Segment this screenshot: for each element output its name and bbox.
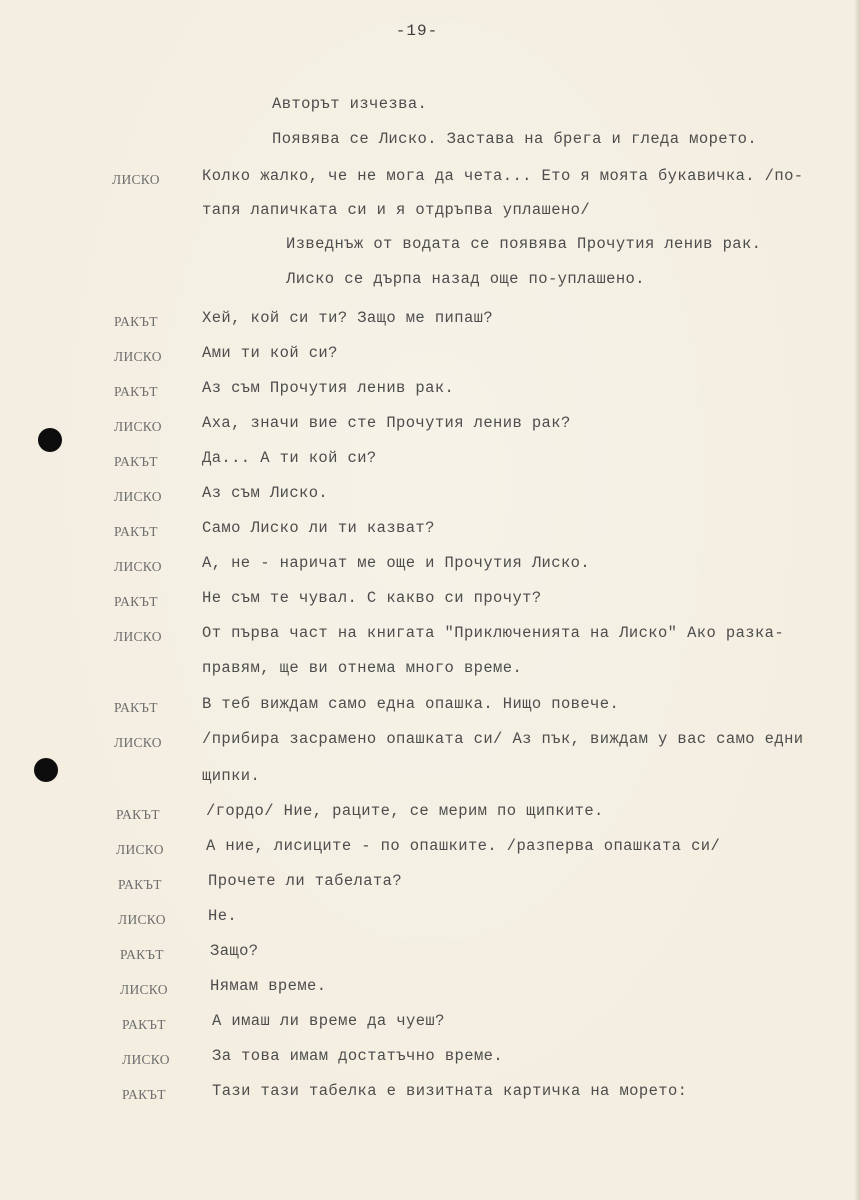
speaker-label: РАКЪТ	[114, 700, 158, 715]
dialogue-line: Аз съм Лиско.	[202, 484, 329, 502]
dialogue-line: От първа част на книгата "Приключенията на Лиско" Ако разка-	[202, 624, 785, 642]
dialogue-line: А, не - наричат ме още и Прочутия Лиско.	[202, 554, 591, 572]
speaker-label: РАКЪТ	[114, 384, 158, 399]
speaker-label: РАКЪТ	[122, 1017, 166, 1032]
dialogue-line: Колко жалко, че не мога да чета... Ето я моята букавичка. /по-	[202, 167, 804, 185]
dialogue-line: Само Лиско ли ти казват?	[202, 519, 435, 537]
dialogue-line: В теб виждам само една опашка. Нищо повече.	[202, 695, 620, 713]
dialogue-line: правям, ще ви отнема много време.	[202, 659, 523, 677]
dialogue-line: А имаш ли време да чуеш?	[212, 1012, 445, 1030]
speaker-label: РАКЪТ	[114, 524, 158, 539]
speaker-label: ЛИСКО	[114, 735, 162, 750]
speaker-label: ЛИСКО	[112, 172, 160, 187]
stage-direction-author-exits: Авторът изчезва.	[272, 95, 428, 113]
speaker-label: РАКЪТ	[116, 807, 160, 822]
dialogue-line: Аз съм Прочутия ленив рак.	[202, 379, 455, 397]
speaker-label: ЛИСКО	[114, 559, 162, 574]
dialogue-line: Защо?	[210, 942, 259, 960]
speaker-label: ЛИСКО	[116, 842, 164, 857]
stage-direction-lisko-appears: Появява се Лиско. Застава на брега и гледа морето.	[272, 130, 758, 148]
speaker-label: ЛИСКО	[120, 982, 168, 997]
speaker-label: ЛИСКО	[114, 419, 162, 434]
speaker-label: РАКЪТ	[114, 594, 158, 609]
dialogue-line: За това имам достатъчно време.	[212, 1047, 504, 1065]
punch-hole	[38, 428, 62, 452]
dialogue-line: Ами ти кой си?	[202, 344, 338, 362]
speaker-label: РАКЪТ	[118, 877, 162, 892]
dialogue-line: щипки.	[202, 767, 261, 785]
punch-hole	[34, 758, 58, 782]
dialogue-line: Нямам време.	[210, 977, 327, 995]
dialogue-line: Аха, значи вие сте Прочутия ленив рак?	[202, 414, 571, 432]
stage-direction-crab-appears: Изведнъж от водата се появява Прочутия ленив рак.	[286, 235, 762, 253]
speaker-label: РАКЪТ	[114, 454, 158, 469]
page-edge-shadow	[854, 0, 860, 1200]
speaker-label: ЛИСКО	[114, 629, 162, 644]
dialogue-line: /прибира засрамено опашката си/ Аз пък, виждам у вас само едни	[202, 730, 804, 748]
dialogue-line: Хей, кой си ти? Защо ме пипаш?	[202, 309, 494, 327]
dialogue-line: /гордо/ Ние, раците, се мерим по щипките.	[206, 802, 604, 820]
dialogue-line: тапя лапичката си и я отдръпва уплашено/	[202, 201, 591, 219]
dialogue-line: Прочете ли табелата?	[208, 872, 403, 890]
dialogue-line: Да... А ти кой си?	[202, 449, 377, 467]
speaker-label: ЛИСКО	[122, 1052, 170, 1067]
stage-direction-lisko-pulls-back: Лиско се дърпа назад още по-уплашено.	[286, 270, 645, 288]
dialogue-line: Тази тази табелка е визитната картичка на морето:	[212, 1082, 688, 1100]
dialogue-line: Не.	[208, 907, 238, 925]
speaker-label: ЛИСКО	[114, 489, 162, 504]
speaker-label: РАКЪТ	[114, 314, 158, 329]
speaker-label: ЛИСКО	[118, 912, 166, 927]
speaker-label: РАКЪТ	[122, 1087, 166, 1102]
speaker-label: РАКЪТ	[120, 947, 164, 962]
speaker-label: ЛИСКО	[114, 349, 162, 364]
dialogue-line: А ние, лисиците - по опашките. /разперва опашката си/	[206, 837, 721, 855]
page-number: -19-	[395, 22, 439, 40]
dialogue-line: Не съм те чувал. С какво си прочут?	[202, 589, 542, 607]
